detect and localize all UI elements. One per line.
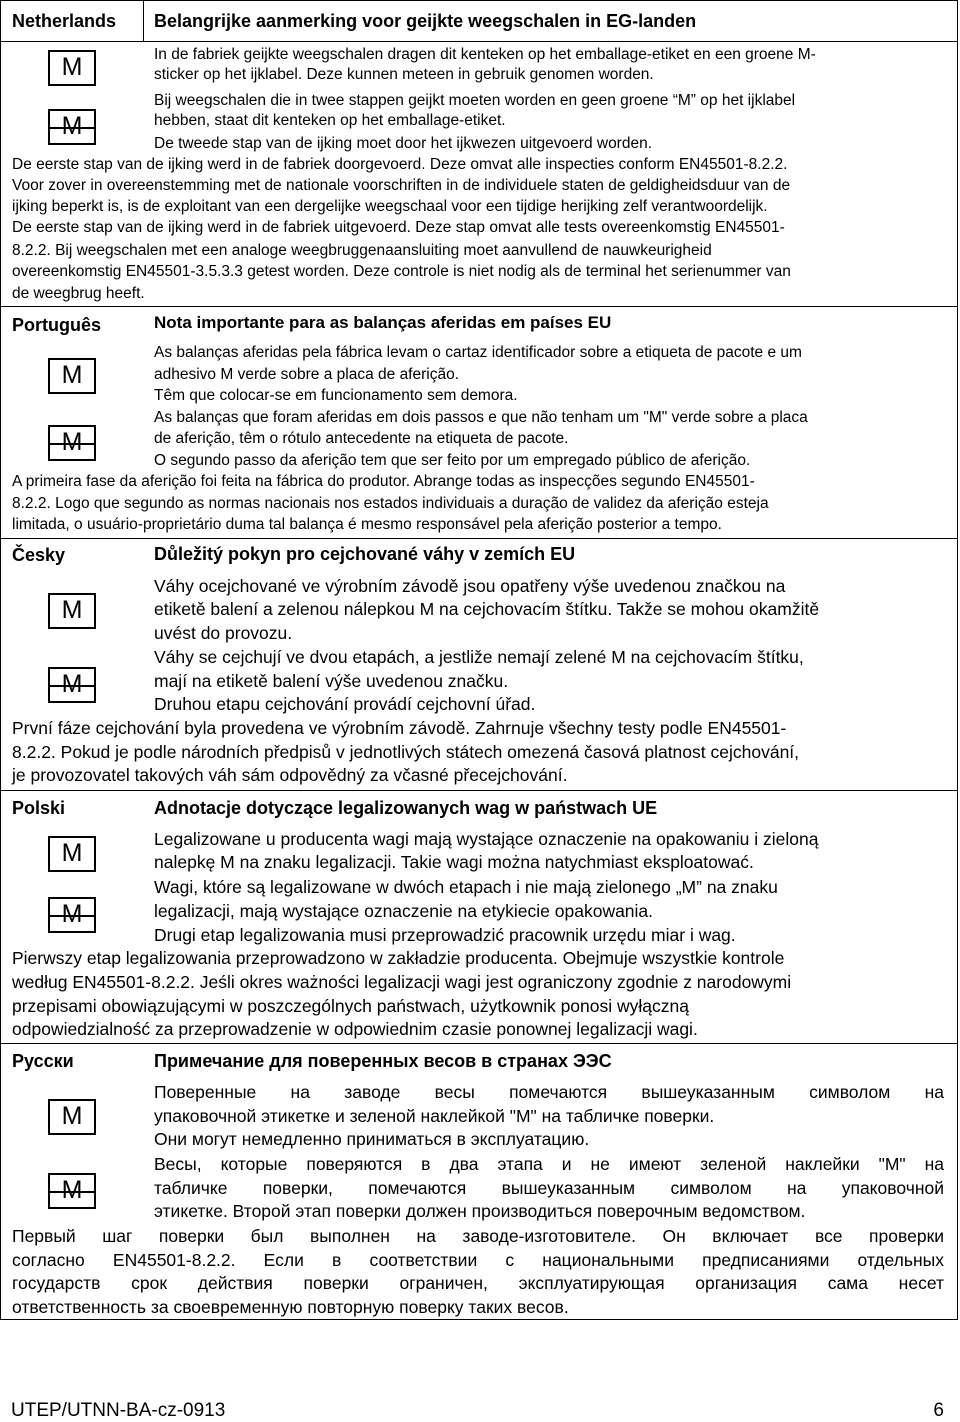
strike-line	[48, 127, 96, 129]
header-divider	[1, 41, 957, 42]
text-line: O segundo passo da aferição tem que ser feito por um empregado público de aferição.	[154, 452, 751, 469]
page-number: 6	[933, 1400, 944, 1421]
two-stage-verification-m-mark: M	[48, 109, 96, 145]
text-line: табличке поверки, помечаются вышеуказанным символом на упаковочной	[154, 1178, 944, 1198]
text-line: Druhou etapu cejchování provádí cejchovní úřad.	[154, 694, 536, 714]
body-line: według EN45501-8.2.2. Jeśli okres ważności legalizacji wagi jest ograniczony zgodnie z narodowymi	[12, 972, 792, 992]
factory-verified-m-mark: M	[48, 50, 96, 86]
two-stage-verification-m-mark: M	[48, 897, 96, 933]
body-line: De eerste stap van de ijking werd in de fabriek doorgevoerd. Deze omvat alle inspecties conform EN45501-8.2.2.	[12, 156, 788, 173]
text-line: de aferição, têm o rótulo antecedente na etiqueta de pacote.	[154, 430, 569, 447]
text-line: As balanças aferidas pela fábrica levam o cartaz identificador sobre a etiqueta de pacote e um	[154, 344, 802, 361]
body-line: De eerste stap van de ijking werd in de fabriek uitgevoerd. Deze stap omvat alle tests overeenkomstig EN45501-	[12, 219, 785, 236]
text-line: Весы, которые поверяются в два этапа и не имеют зеленой наклейки "M" на	[154, 1154, 944, 1174]
text-line: hebben, staat dit kenteken op het emballage-etiket.	[154, 112, 506, 129]
section-divider	[1, 790, 957, 791]
body-line: První fáze cejchování byla provedena ve výrobním závodě. Zahrnuje všechny testy podle EN45501-	[12, 718, 787, 738]
section-heading: Důležitý pokyn pro cejchované váhy v zemích EU	[154, 544, 576, 564]
text-line: uvést do provozu.	[154, 623, 293, 643]
section-language-label: Русски	[12, 1051, 74, 1071]
section-language-label: Česky	[12, 545, 66, 565]
text-line: Váhy se cejchují ve dvou etapách, a jestliže nemají zelené M na cejchovacím štítku,	[154, 647, 804, 667]
document-id: UTEP/UTNN-BA-cz-0913	[11, 1400, 226, 1421]
text-line: Wagi, które są legalizowane w dwóch etapach i nie mają zielonego „M” na znaku	[154, 877, 778, 897]
section-heading: Adnotacje dotyczące legalizowanych wag w państwach UE	[154, 798, 658, 818]
factory-verified-m-mark: M	[48, 358, 96, 394]
section-divider	[1, 538, 957, 539]
text-line: legalizacji, mają wystające oznaczenie na etykiecie opakowania.	[154, 901, 654, 921]
body-line: Voor zover in overeenstemming met de nationale voorschriften in de individuele staten de geldigheidsduur van de	[12, 177, 791, 194]
section-language-label: Netherlands	[12, 11, 117, 31]
text-line: nalepkę M na znaku legalizacji. Takie wagi można natychmiast eksploatować.	[154, 852, 754, 872]
body-line: 8.2.2. Pokud je podle národních předpisů v jednotlivých státech omezená časová platnost cejchování,	[12, 742, 800, 762]
text-line: Bij weegschalen die in twee stappen geijkt moeten worden en geen groene “M” op het ijklabel	[154, 92, 796, 109]
column-divider	[143, 1, 144, 41]
body-line: je provozovatel takových váh sám odpovědný za včasné přecejchování.	[12, 765, 568, 785]
section-heading: Belangrijke aanmerking voor geijkte weegschalen in EG-landen	[154, 11, 697, 31]
text-line: Они могут немедленно приниматься в эксплуатацию.	[154, 1129, 590, 1149]
section-language-label: Português	[12, 315, 102, 335]
section-heading: Примечание для поверенных весов в странах ЭЭС	[154, 1051, 612, 1071]
strike-line	[48, 443, 96, 445]
strike-line	[48, 915, 96, 917]
strike-line	[48, 685, 96, 687]
section-heading: Nota importante para as balanças aferidas em países EU	[154, 313, 612, 332]
strike-line	[48, 1191, 96, 1193]
text-line: упаковочной этикетке и зеленой наклейкой "M" на табличке поверки.	[154, 1106, 715, 1126]
body-line: 8.2.2. Logo que segundo as normas nacionais nos estados individuais a duração de validez da aferição esteja	[12, 495, 769, 512]
two-stage-verification-m-mark: M	[48, 425, 96, 461]
text-line: In de fabriek geijkte weegschalen dragen dit kenteken op het emballage-etiket en een groene M-	[154, 46, 816, 63]
section-language-label: Polski	[12, 798, 66, 818]
text-line: etiketě balení a zelenou nálepkou M na cejchovacím štítku. Takže se mohou okamžitě	[154, 599, 820, 619]
body-line: Pierwszy etap legalizowania przeprowadzono w zakładzie producenta. Obejmuje wszystkie kontrole	[12, 948, 785, 968]
text-line: Поверенные на заводе весы помечаются вышеуказанным символом на	[154, 1082, 944, 1102]
body-line: 8.2.2. Bij weegschalen met een analoge weegbruggenaansluiting moet aanvullend de nauwkeurigheid	[12, 242, 712, 259]
body-line: de weegbrug heeft.	[12, 285, 145, 302]
factory-verified-m-mark: M	[48, 593, 96, 629]
text-line: Váhy ocejchované ve výrobním závodě jsou opatřeny výše uvedenou značkou na	[154, 576, 786, 596]
factory-verified-m-mark: M	[48, 1099, 96, 1135]
text-line: Têm que colocar-se em funcionamento sem demora.	[154, 387, 518, 404]
factory-verified-m-mark: M	[48, 836, 96, 872]
two-stage-verification-m-mark: M	[48, 1173, 96, 1209]
section-divider	[1, 306, 957, 307]
text-line: As balanças que foram aferidas em dois passos e que não tenham um "M" verde sobre a placa	[154, 409, 808, 426]
body-line: A primeira fase da aferição foi feita na fábrica do produtor. Abrange todas as inspecções segundo EN45501-	[12, 473, 755, 490]
text-line: Drugi etap legalizowania musi przeprowadzić pracownik urzędu miar i wag.	[154, 925, 736, 945]
body-line: limitada, o usuário-proprietário duma tal balança é mesmo responsável pela aferição posterior a tempo.	[12, 516, 722, 533]
section-divider	[1, 1043, 957, 1044]
text-line: De tweede stap van de ijking moet door het ijkwezen uitgevoerd worden.	[154, 135, 653, 152]
text-line: sticker op het ijklabel. Deze kunnen meteen in gebruik genomen worden.	[154, 66, 654, 83]
body-line: odpowiedzialność za przeprowadzenie w odpowiednim czasie ponownej legalizacji wagi.	[12, 1019, 698, 1039]
body-line: согласно EN45501-8.2.2. Если в соответствии с национальными предписаниями отдельных	[12, 1250, 944, 1270]
body-line: ijking beperkt is, is de exploitant van een dergelijke weegschaal voor een tijdige herijking zelf verantwoordelijk.	[12, 198, 768, 215]
body-line: przepisami obowiązującymi w poszczególnych państwach, użytkownik ponosi wyłączną	[12, 996, 689, 1016]
body-line: Первый шаг поверки был выполнен на заводе-изготовителе. Он включает все проверки	[12, 1226, 944, 1246]
text-line: этикетке. Второй этап поверки должен производиться поверочным ведомством.	[154, 1201, 806, 1221]
text-line: Legalizowane u producenta wagi mają wystające oznaczenie na opakowaniu i zieloną	[154, 829, 819, 849]
body-line: ответственность за своевременную повторную поверку таких весов.	[12, 1297, 569, 1317]
body-line: overeenkomstig EN45501-3.5.3.3 getest worden. Deze controle is niet nodig als de terminal het serienummer van	[12, 263, 791, 280]
text-line: adhesivo M verde sobre a placa de aferição.	[154, 366, 460, 383]
body-line: государств срок действия поверки ограничен, эксплуатирующая организация сама несет	[12, 1273, 944, 1293]
text-line: mají na etiketě balení výše uvedenou značku.	[154, 671, 509, 691]
two-stage-verification-m-mark: M	[48, 667, 96, 703]
